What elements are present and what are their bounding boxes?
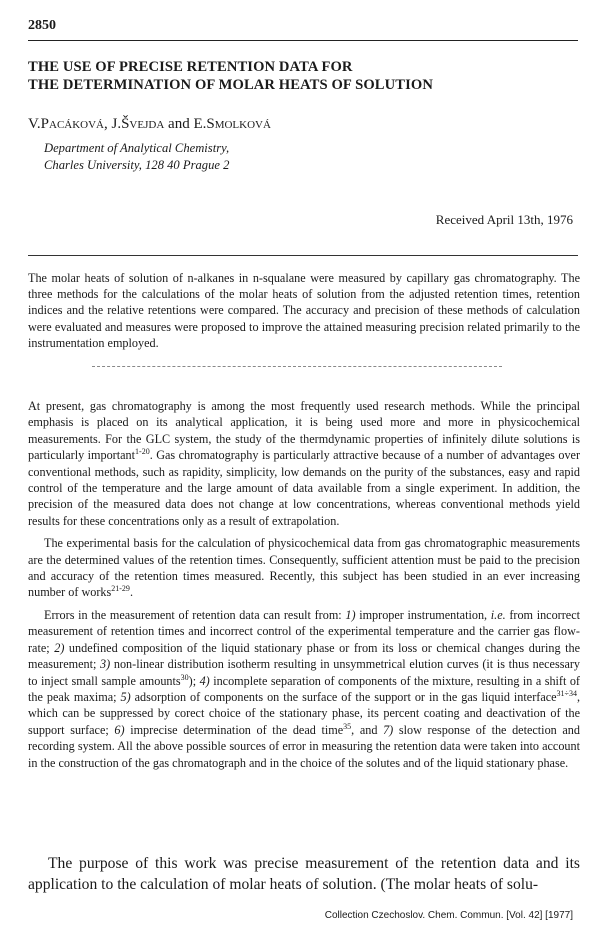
affiliation-line-1: Department of Analytical Chemistry,: [44, 141, 230, 155]
paragraph-3-text: non-linear distribution isotherm resulting in unsymmetrical elution curves (it is thus necessary to inject small sample amounts: [28, 657, 581, 688]
page-number: 2850: [28, 18, 56, 33]
paragraph-3-text: incomplete separation of components of the mixture, resulting in a shift of the peak maxima;: [28, 673, 580, 704]
author-1-name: Pacáková: [40, 116, 104, 132]
title-line-1: THE USE OF PRECISE RETENTION DATA FOR: [28, 59, 353, 75]
abstract: The molar heats of solution of n-alkanes in n-squalane were measured by capillary gas chromatography. The three methods for the calculations of the molar heats of solution from the adjusted retention times, retention indices and the relative retentions were compared. The accuracy and precision of these methods of calculation were evaluated and measures were proposed to improve the attained measuring precision related primarily to the instrumentation employed.: [28, 271, 580, 350]
paragraph-1-text-b: . Gas chromatography is particularly attractive because of a number of advantages over conventional methods, such as rapidity, simplicity, low demands on the purity of the substances, easy and rapid control of the temperature and the large amount of data available from a single experiment. In addition, the precision of the measured data does not change at low concentrations, whereas conventional methods yield results for these concentrations only as a result of extrapolation.: [28, 448, 581, 528]
paragraph-3-text: adsorption of components on the surface of the support or in the gas liquid interface: [130, 689, 557, 704]
paragraph-3-text: , and: [351, 722, 384, 737]
paragraph-1: [28, 398, 580, 529]
author-separator-1: , J.: [104, 116, 122, 132]
author-2-name: Švejda: [121, 116, 165, 132]
author-separator-2: and E.: [164, 116, 207, 132]
list-marker-1: 1): [345, 607, 356, 622]
abbrev-ie: i.e.: [490, 607, 506, 622]
journal-footer: Collection Czechoslov. Chem. Commun. [Vol. 42] [1977]: [324, 910, 573, 921]
list-marker-5: 5): [120, 689, 131, 704]
author-1-initial: V.: [28, 116, 41, 132]
paragraph-3-text: undefined composition of the liquid stationary phase or from its loss or chemical changes during the measurement;: [28, 640, 581, 672]
citation-1-20: 1-20: [135, 447, 150, 457]
list-marker-3: 3): [100, 657, 111, 672]
paragraph-2: [28, 535, 580, 601]
paragraph-3-text: , which can be suppressed by corect choice of the stationary phase, its percent coating and deactivation of the support surface;: [28, 689, 580, 737]
affiliation-line-2: Charles University, 128 40 Prague 2: [44, 158, 230, 172]
citation-30: 30: [180, 672, 189, 682]
citation-35: 35: [343, 721, 352, 731]
paragraph-4: The purpose of this work was precise measurement of the retention data and its application to the calculation of molar heats of solution. (The molar heats of solu-: [28, 855, 580, 893]
citation-31-34: 31÷34: [556, 688, 577, 698]
affiliation: [44, 140, 229, 174]
citation-21-29: 21-29: [111, 584, 130, 594]
paragraph-2-text-a: The experimental basis for the calculation of physicochemical data from gas chromatographic measurements are the determined values of the retention times. Consequently, sufficient attention must be paid to the precision and accuracy of the retention times measured. Recently, this subject has been studied in an ever increasing number of works: [28, 536, 580, 600]
abstract-end-rule: [92, 366, 502, 367]
paragraph-3-text: );: [188, 673, 200, 688]
paragraph-3-text: slow response of the detection and recording system. All the above possible sources of error in measuring the retention data were taken into account in the construction of the gas chromatograph and in the choice of the solutes and of the liquid stationary phase.: [28, 722, 580, 770]
list-marker-6: 6): [114, 722, 125, 737]
paragraph-2-text-b: .: [129, 585, 133, 600]
list-marker-4: 4): [199, 673, 210, 688]
list-marker-7: 7): [383, 722, 394, 737]
paragraph-3-text: Errors in the measurement of retention data can result from:: [44, 607, 346, 622]
list-marker-2: 2): [54, 640, 65, 655]
received-date: Received April 13th, 1976: [435, 212, 573, 227]
paragraph-3-text: imprecise determination of the dead time: [124, 722, 344, 737]
abstract-rule: [28, 255, 578, 256]
paragraph-1-text-a: At present, gas chromatography is among the most frequently used research methods. While the principal emphasis is placed on its analytical application, it is being used more and more in physicochemical measurements. For the GLC system, the study of the thermdynamic properties of infinitely dilute solutions is particularly important: [28, 399, 580, 463]
paragraph-3-text: from incorrect measurement of retention times and incorrect control of the experimental temperature and the carrier gas flow-rate;: [28, 607, 580, 655]
article-body: [28, 398, 580, 777]
author-3-name: Smolková: [206, 116, 271, 132]
title-line-2: THE DETERMINATION OF MOLAR HEATS OF SOLUTION: [28, 77, 433, 93]
paragraph-3: [28, 607, 580, 771]
paragraph-3-text: improper instrumentation,: [355, 607, 491, 622]
article-title: [28, 58, 578, 94]
header-rule: [28, 40, 578, 41]
author-list: [28, 116, 271, 133]
